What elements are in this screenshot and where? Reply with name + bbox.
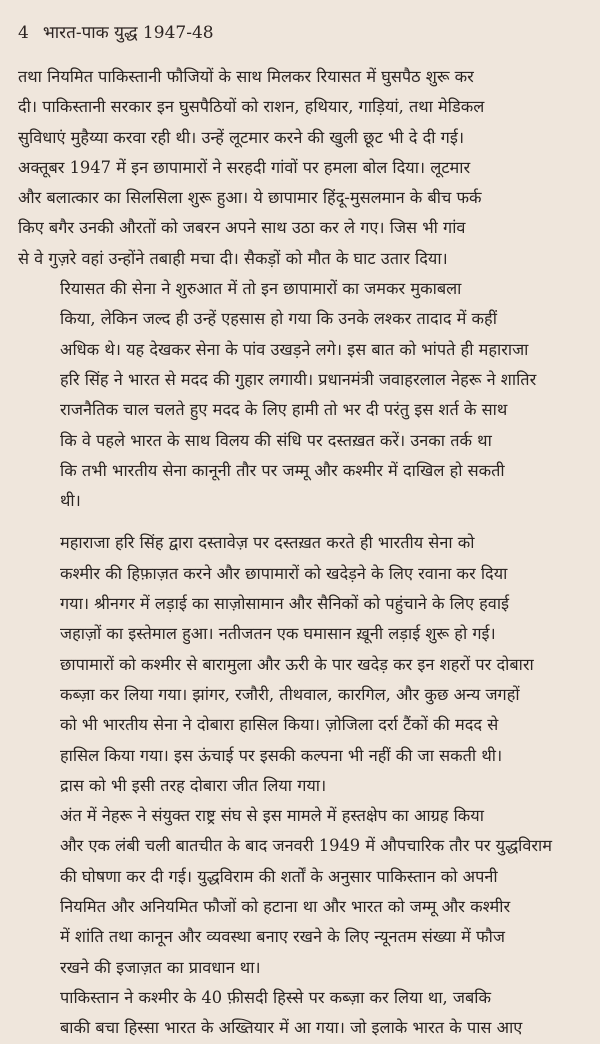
paragraph-1: [18, 62, 584, 274]
paragraph-4: [18, 801, 584, 983]
text-line: को भी भारतीय सेना ने दोबारा हासिल किया। ज़ोजिला दर्रा टैंकों की मदद से: [60, 715, 499, 735]
paragraph-5: [18, 983, 584, 1044]
text-line: अधिक थे। यह देखकर सेना के पांव उखड़ने लगे। इस बात को भांपते ही महाराजा: [60, 339, 529, 359]
text-line: कब्ज़ा कर लिया गया। झांगर, रजौरी, तीथवाल, कारगिल, और कुछ अन्य जगहों: [60, 684, 520, 704]
text-line: बाकी बचा हिस्सा भारत के अख्तियार में आ गया। जो इलाके भारत के पास आए: [60, 1018, 523, 1038]
paragraph-3: [18, 528, 584, 801]
text-line: छापामारों को कश्मीर से बारामुला और ऊरी के पार खदेड़ कर इन शहरों पर दोबारा: [60, 654, 534, 674]
text-line: राजनैतिक चाल चलते हुए मदद के लिए हामी तो भर दी परंतु इस शर्त के साथ: [60, 400, 508, 420]
text-line: कश्मीर की हिफ़ाज़त करने और छापामारों को खदेड़ने के लिए रवाना कर दिया: [60, 563, 508, 583]
text-line: अक्तूबर 1947 में इन छापामारों ने सरहदी गांवों पर हमला बोल दिया। लूटमार: [18, 157, 471, 177]
running-title: भारत-पाक युद्ध 1947-48: [42, 23, 214, 43]
text-line: महाराजा हरि सिंह द्वारा दस्तावेज़ पर दस्तख़त करते ही भारतीय सेना को: [60, 533, 475, 553]
page-number: 4: [18, 23, 29, 43]
text-line: कि तभी भारतीय सेना कानूनी तौर पर जम्मू और कश्मीर में दाखिल हो सकती: [60, 460, 505, 480]
text-line: की घोषणा कर दी गई। युद्धविराम की शर्तों के अनुसार पाकिस्तान को अपनी: [60, 866, 498, 886]
text-line: हरि सिंह ने भारत से मदद की गुहार लगायी। प्रधानमंत्री जवाहरलाल नेहरू ने शातिर: [60, 369, 537, 389]
text-line: रियासत की सेना ने शुरुआत में तो इन छापामारों का जमकर मुकाबला: [60, 279, 462, 299]
text-line: गया। श्रीनगर में लड़ाई का साज़ोसामान और सैनिकों को पहुंचाने के लिए हवाई: [60, 594, 510, 614]
text-line: रखने की इजाज़त का प्रावधान था।: [60, 957, 261, 977]
text-line: थी।: [60, 491, 81, 511]
paragraph-2: [18, 274, 584, 516]
text-line: से वे गुज़रे वहां उन्होंने तबाही मचा दी। सैकड़ों को मौत के घाट उतार दिया।: [18, 248, 448, 268]
text-line: हासिल किया गया। इस ऊंचाई पर इसकी कल्पना भी नहीं की जा सकती थी।: [60, 745, 503, 765]
text-line: पाकिस्तान ने कश्मीर के 40 फ़ीसदी हिस्से पर कब्ज़ा कर लिया था, जबकि: [60, 987, 491, 1007]
text-line: नियमित और अनियमित फौजों को हटाना था और भारत को जम्मू और कश्मीर: [60, 897, 511, 917]
text-line: में शांति तथा कानून और व्यवस्था बनाए रखने के लिए न्यूनतम संख्या में फौज: [60, 927, 505, 947]
text-line: सुविधाएं मुहैय्या करवा रही थी। उन्हें लूटमार करने की खुली छूट भी दे दी गई।: [18, 127, 464, 147]
text-line: और एक लंबी चली बातचीत के बाद जनवरी 1949 में औपचारिक तौर पर युद्धविराम: [60, 836, 552, 856]
text-line: तथा नियमित पाकिस्तानी फौजियों के साथ मिलकर रियासत में घुसपैठ शुरू कर: [18, 67, 474, 86]
body-text: [18, 62, 584, 1044]
text-line: किए बगैर उनकी औरतों को जबरन अपने साथ उठा कर ले गए। जिस भी गांव: [18, 218, 466, 238]
text-line: और बलात्कार का सिलसिला शुरू हुआ। ये छापामार हिंदू-मुसलमान के बीच फर्क: [18, 188, 482, 208]
text-line: किया, लेकिन जल्द ही उन्हें एहसास हो गया कि उनके लश्कर तादाद में कहीं: [60, 309, 497, 329]
text-line: द्रास को भी इसी तरह दोबारा जीत लिया गया।: [60, 775, 327, 795]
text-line: जहाज़ों का इस्तेमाल हुआ। नतीजतन एक घमासान ख़ूनी लड़ाई शुरू हो गई।: [60, 624, 496, 644]
paragraph-gap: [18, 516, 584, 528]
text-line: कि वे पहले भारत के साथ विलय की संधि पर दस्तख़त करें। उनका तर्क था: [60, 430, 492, 450]
running-head: [18, 22, 584, 44]
text-line: अंत में नेहरू ने संयुक्त राष्ट्र संघ से इस मामले में हस्तक्षेप का आग्रह किया: [60, 806, 484, 826]
text-line: दी। पाकिस्तानी सरकार इन घुसपैठियों को राशन, हथियार, गाड़ियां, तथा मेडिकल: [18, 97, 485, 117]
